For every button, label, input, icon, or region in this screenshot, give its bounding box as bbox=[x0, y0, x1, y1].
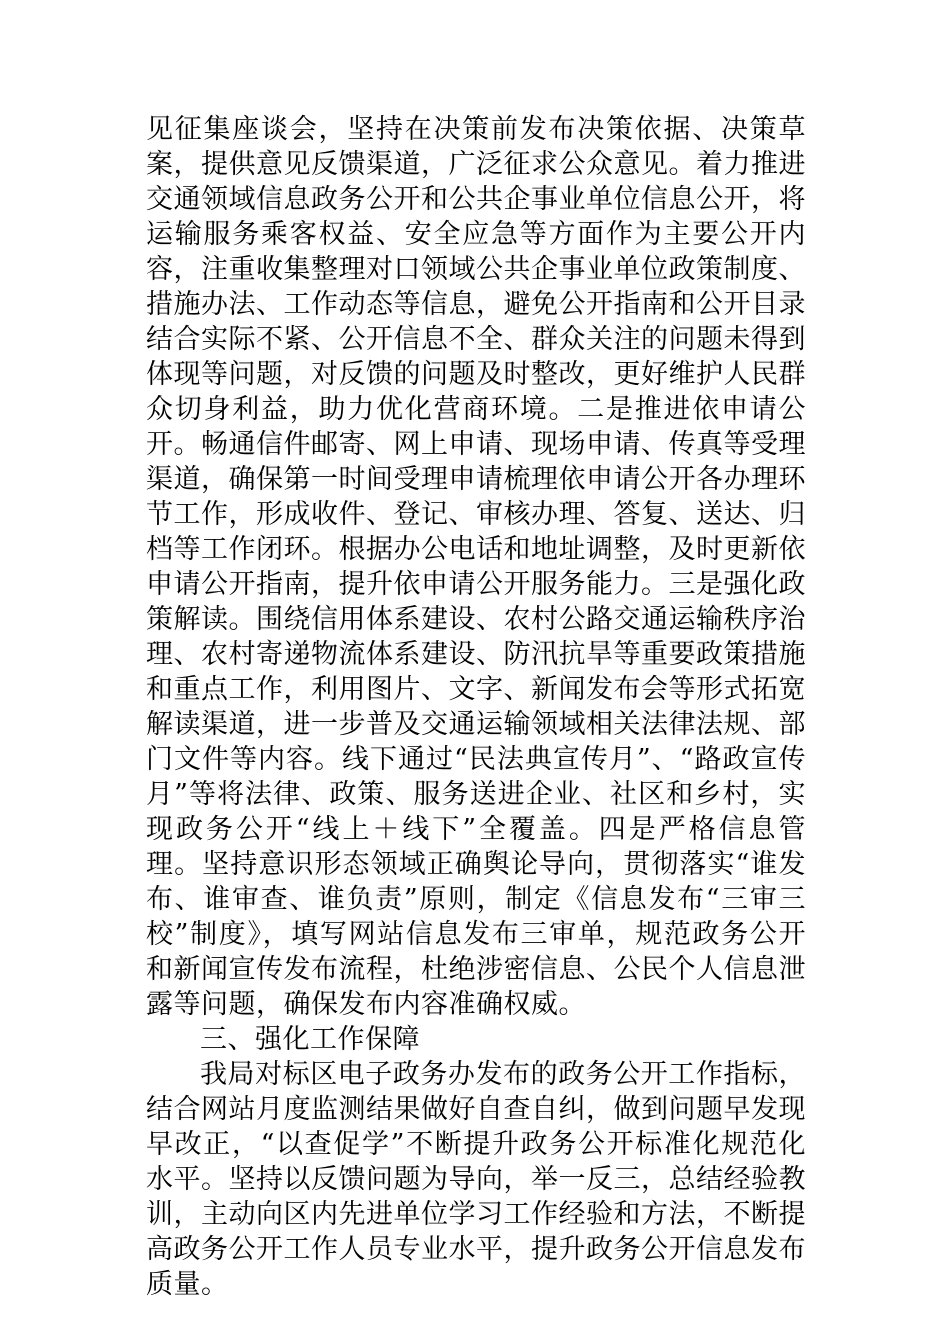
document-page bbox=[146, 112, 806, 1302]
body-paragraph-continued: 见征集座谈会，坚持在决策前发布决策依据、决策草案，提供意见反馈渠道，广泛征求公众意见。着力推进交通领域信息政务公开和公共企事业单位信息公开，将运输服务乘客权益、安全应急等方面作为主要公开内容，注重收集整理对口领域公共企事业单位政策制度、措施办法、工作动态等信息，避免公开指南和公开目录结合实际不紧、公开信息不全、群众关注的问题未得到体现等问题，对反馈的问题及时整改，更好维护人民群众切身利益，助力优化营商环境。二是推进依申请公开。畅通信件邮寄、网上申请、现场申请、传真等受理渠道，确保第一时间受理申请梳理依申请公开各办理环节工作，形成收件、登记、审核办理、答复、送达、归档等工作闭环。根据办公电话和地址调整，及时更新依申请公开指南，提升依申请公开服务能力。三是强化政策解读。围绕信用体系建设、农村公路交通运输秩序治理、农村寄递物流体系建设、防汛抗旱等重要政策措施和重点工作，利用图片、文字、新闻发布会等形式拓宽解读渠道，进一步普及交通运输领域相关法律法规、部门文件等内容。线下通过“民法典宣传月”、“路政宣传月”等将法律、政策、服务送进企业、社区和乡村，实现政务公开“线上＋线下”全覆盖。四是严格信息管理。坚持意识形态领域正确舆论导向，贯彻落实“谁发布、谁审查、谁负责”原则，制定《信息发布“三审三校”制度》，填写网站信息发布三审单，规范政务公开和新闻宣传发布流程，杜绝涉密信息、公民个人信息泄露等问题，确保发布内容准确权威。 bbox=[146, 114, 806, 1020]
section-heading: 三、强化工作保障 bbox=[200, 1024, 420, 1055]
section-paragraph: 我局对标区电子政务办发布的政务公开工作指标，结合网站月度监测结果做好自查自纠，做到问题早发现早改正，“以查促学”不断提升政务公开标准化规范化水平。坚持以反馈问题为导向，举一反三，总结经验教训，主动向区内先进单位学习工作经验和方法，不断提高政务公开工作人员专业水平，提升政务公开信息发布质量。 bbox=[146, 1059, 806, 1300]
